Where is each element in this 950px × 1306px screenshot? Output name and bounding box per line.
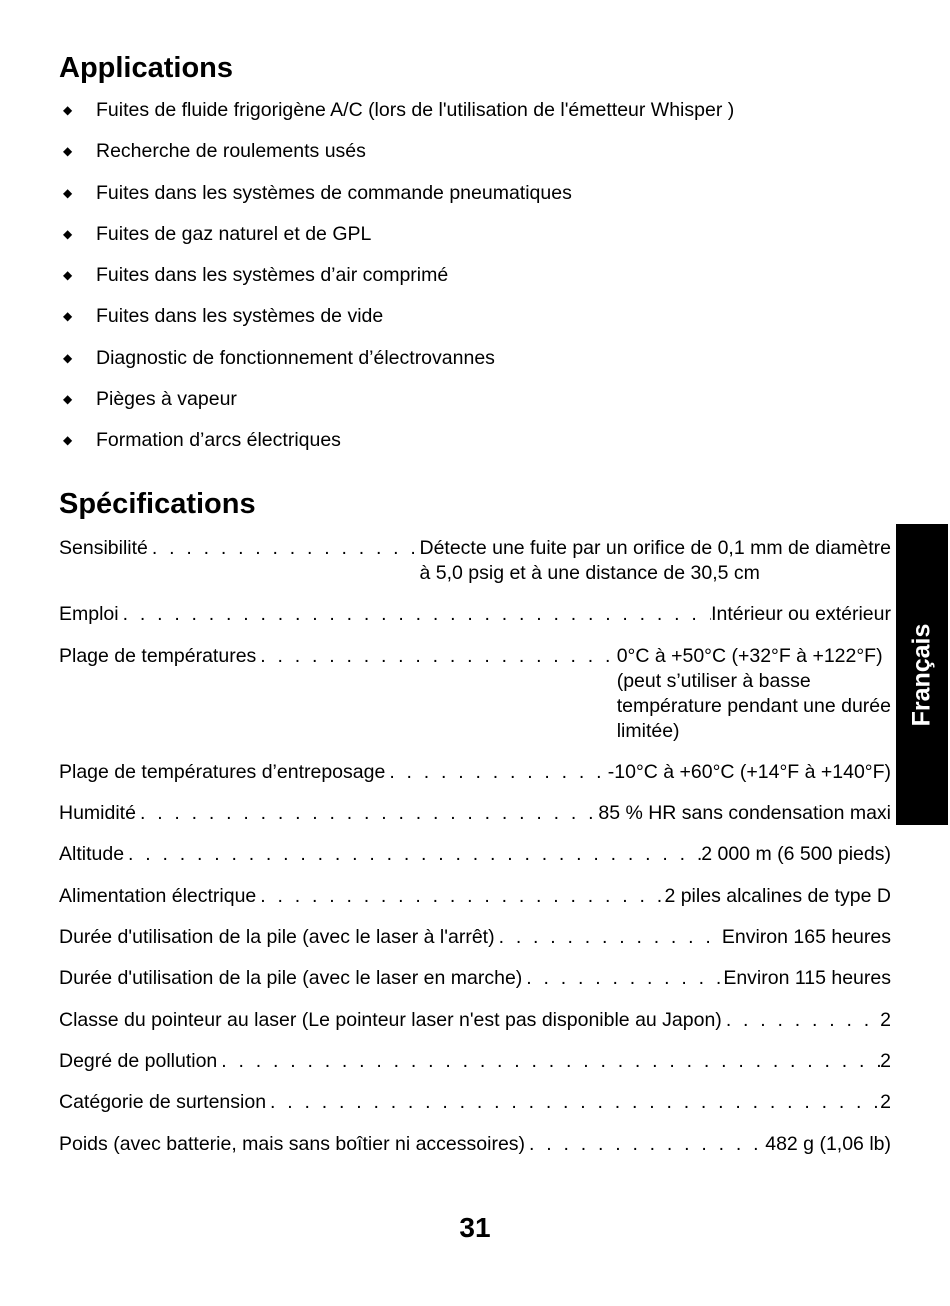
spec-label: Durée d'utilisation de la pile (avec le laser en marche): [59, 967, 523, 990]
leader-dots: [136, 801, 598, 826]
spec-value: Environ 115 heures: [723, 967, 891, 990]
spec-label: Humidité: [59, 802, 136, 825]
spec-label: Plage de températures: [59, 644, 257, 667]
leader-dots: [722, 1008, 880, 1033]
leader-dots: [385, 760, 607, 785]
diamond-bullet-icon: ◆: [63, 433, 73, 448]
list-item: ◆ Diagnostic de fonctionnement d’électrovannes: [63, 346, 495, 369]
applications-heading: Applications: [59, 52, 234, 84]
spec-label: Classe du pointeur au laser (Le pointeur laser n'est pas disponible au Japon): [59, 1008, 722, 1031]
spec-label: Alimentation électrique: [59, 884, 257, 907]
spec-value: Environ 165 heures: [721, 926, 891, 949]
spec-value: 85 % HR sans condensation maxi: [598, 802, 891, 825]
leader-dots: [148, 536, 420, 561]
spec-value: 2 piles alcalines de type D: [664, 884, 891, 907]
spec-row-plage-entreposage: [59, 760, 891, 785]
diamond-bullet-icon: ◆: [63, 144, 73, 159]
leader-dots: [119, 602, 711, 627]
list-item: ◆ Fuites de fluide frigorigène A/C (lors de l'utilisation de l'émetteur Whisper ): [63, 99, 735, 121]
spec-row-humidite: [59, 801, 891, 826]
spec-row-emploi: [59, 602, 891, 627]
spec-value: 0°C à +50°C (+32°F à +122°F) (peut s’utiliser à basse température pendant une durée limitée): [616, 644, 891, 742]
spec-value: Détecte une fuite par un orifice de 0,1 mm de diamètre à 5,0 psig et à une distance de 30,5 cm: [419, 537, 891, 584]
spec-row-plage-temperatures: [59, 644, 891, 744]
spec-row-poids: [59, 1132, 891, 1157]
list-item: ◆ Fuites dans les systèmes de vide: [63, 305, 384, 328]
diamond-bullet-icon: ◆: [63, 350, 73, 365]
spec-label: Plage de températures d’entreposage: [59, 760, 386, 783]
list-item: ◆ Fuites dans les systèmes d’air comprimé: [63, 264, 449, 287]
leader-dots: [217, 1049, 880, 1074]
leader-dots: [124, 842, 701, 867]
spec-value: 2: [880, 1091, 891, 1114]
spec-value: Intérieur ou extérieur: [711, 603, 891, 626]
spec-row-alimentation: [59, 884, 891, 909]
applications-list: [59, 98, 891, 470]
diamond-bullet-icon: ◆: [63, 226, 73, 241]
leader-dots: [495, 925, 722, 950]
language-side-tab: [896, 524, 948, 825]
page-number: 31: [459, 1212, 491, 1243]
spec-row-duree-laser-marche: [59, 966, 891, 991]
spec-value: -10°C à +60°C (+14°F à +140°F): [607, 760, 891, 783]
spec-row-degre-pollution: [59, 1049, 891, 1074]
diamond-bullet-icon: ◆: [63, 185, 73, 200]
specifications-table: [59, 536, 891, 1173]
spec-label: Durée d'utilisation de la pile (avec le laser à l'arrêt): [59, 926, 495, 949]
diamond-bullet-icon: ◆: [63, 309, 73, 324]
spec-label: Degré de pollution: [59, 1049, 218, 1072]
spec-label: Sensibilité: [59, 537, 148, 559]
list-item: ◆ Formation d’arcs électriques: [63, 429, 341, 452]
spec-row-altitude: [59, 842, 891, 867]
spec-value: 2: [880, 1008, 891, 1031]
list-item: ◆ Fuites de gaz naturel et de GPL: [63, 222, 372, 245]
leader-dots: [522, 966, 723, 991]
list-item: ◆ Recherche de roulements usés: [63, 140, 366, 163]
language-tab-label: Français: [907, 623, 936, 726]
leader-dots: [256, 644, 616, 669]
diamond-bullet-icon: ◆: [63, 103, 73, 117]
spec-value: 2: [880, 1049, 891, 1072]
spec-label: Altitude: [59, 843, 125, 866]
spec-label: Poids (avec batterie, mais sans boîtier ni accessoires): [59, 1132, 526, 1155]
spec-row-sensibilite: [59, 536, 891, 586]
spec-value: 2 000 m (6 500 pieds): [701, 843, 891, 866]
list-item: ◆ Pièges à vapeur: [63, 388, 237, 411]
specifications-heading: Spécifications: [59, 488, 256, 520]
list-item: ◆ Fuites dans les systèmes de commande pneumatiques: [63, 181, 572, 204]
diamond-bullet-icon: ◆: [63, 268, 73, 283]
leader-dots: [525, 1132, 765, 1157]
spec-row-duree-laser-arret: [59, 925, 891, 950]
spec-label: Emploi: [59, 603, 119, 626]
spec-row-classe-laser: [59, 1008, 891, 1033]
diamond-bullet-icon: ◆: [63, 392, 73, 407]
spec-row-categorie-surtension: [59, 1090, 891, 1115]
leader-dots: [256, 884, 664, 909]
leader-dots: [266, 1090, 880, 1115]
spec-value: 482 g (1,06 lb): [765, 1132, 891, 1155]
spec-label: Catégorie de surtension: [59, 1091, 267, 1114]
